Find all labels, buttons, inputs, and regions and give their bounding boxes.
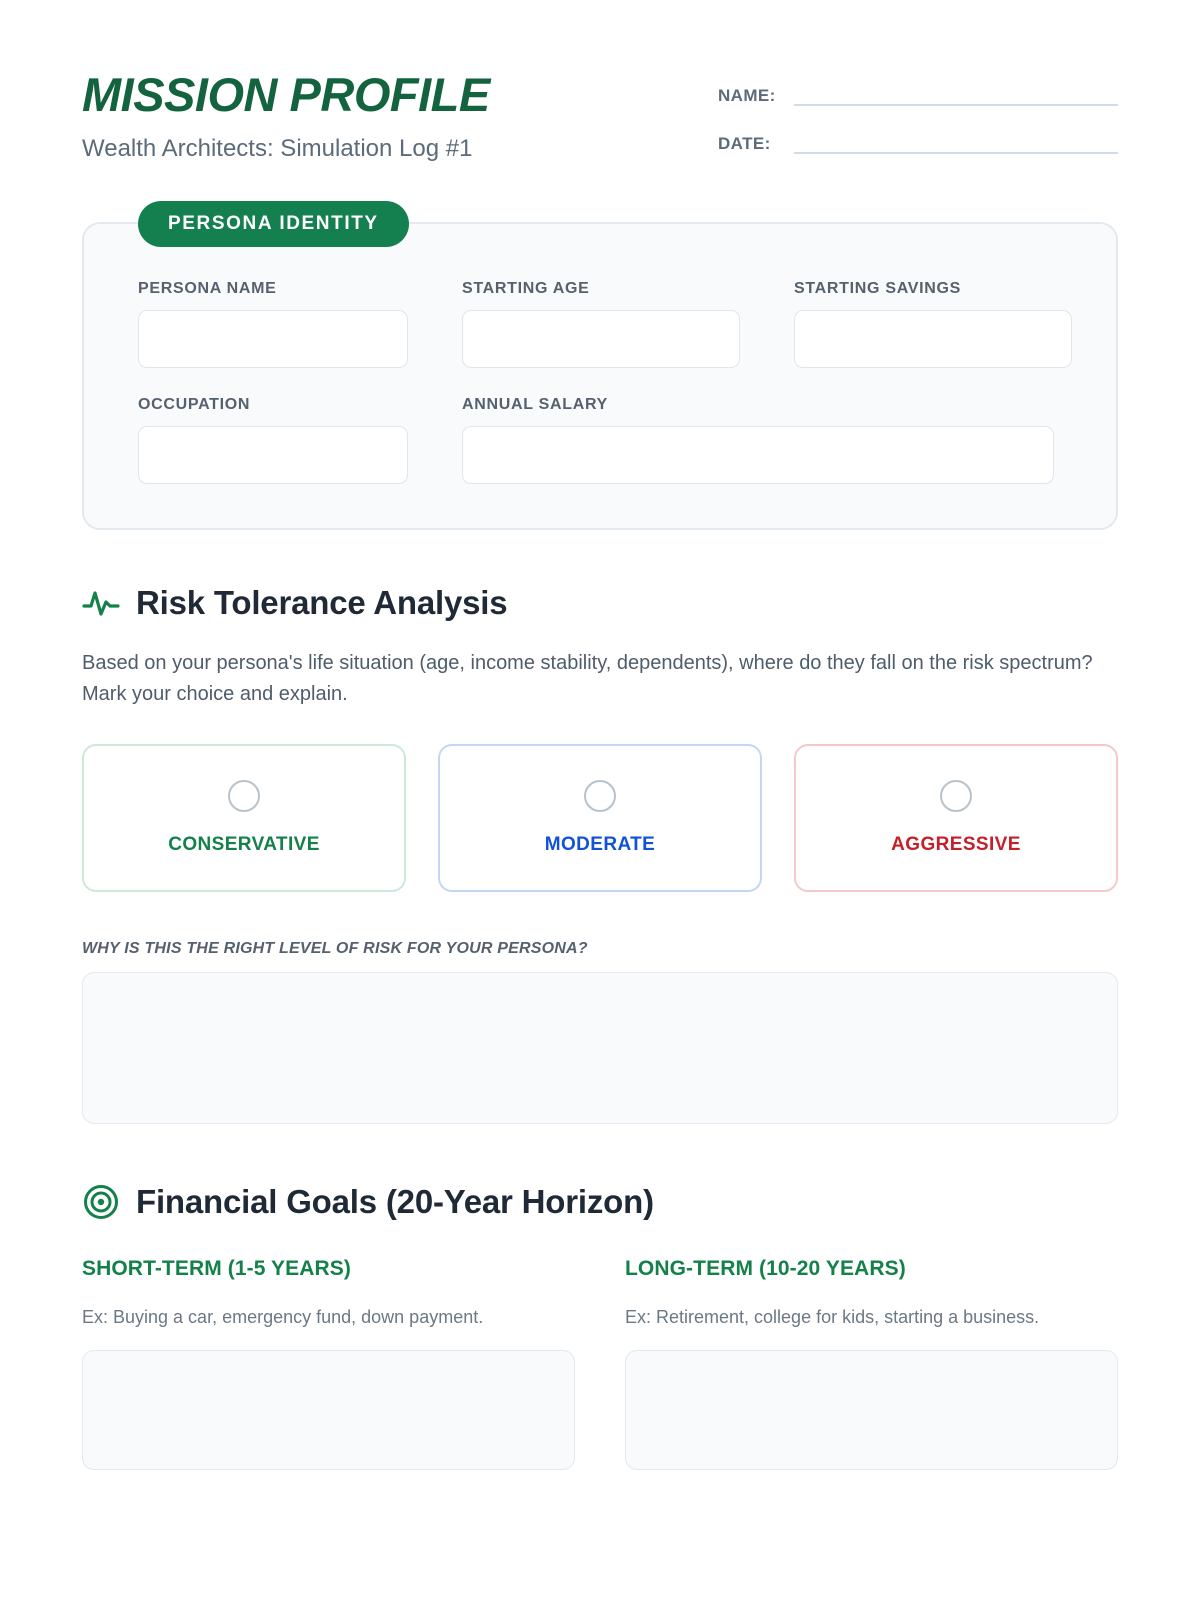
risk-why-label: WHY IS THIS THE RIGHT LEVEL OF RISK FOR YOUR PERSONA? — [82, 940, 588, 957]
persona-field-row-1 — [138, 280, 1062, 368]
name-row — [718, 86, 1118, 106]
field-label-occupation: OCCUPATION — [138, 396, 251, 413]
field-label-starting-age: STARTING AGE — [462, 280, 590, 297]
date-label: DATE: — [718, 134, 771, 153]
annual-salary-input[interactable] — [462, 426, 1054, 484]
field-starting-age — [462, 280, 740, 368]
goal-column-short-term — [82, 1257, 575, 1475]
risk-option-aggressive[interactable] — [794, 744, 1118, 892]
page-subtitle: Wealth Architects: Simulation Log #1 — [82, 135, 473, 163]
goal-column-long-term — [625, 1257, 1118, 1475]
risk-section-title: Risk Tolerance Analysis — [136, 584, 508, 621]
goal-example-long-term: Ex: Retirement, college for kids, starting a business. — [625, 1307, 1040, 1327]
risk-option-label-moderate: MODERATE — [544, 834, 656, 855]
pulse-icon — [82, 584, 120, 622]
field-label-persona-name: PERSONA NAME — [138, 280, 277, 297]
meta-block — [718, 70, 1118, 182]
radio-icon-moderate[interactable] — [584, 780, 616, 812]
persona-name-input[interactable] — [138, 310, 408, 368]
name-label: NAME: — [718, 86, 776, 105]
risk-why-textarea[interactable] — [82, 972, 1118, 1124]
goal-textarea-long-term[interactable] — [625, 1350, 1118, 1470]
goal-textarea-short-term[interactable] — [82, 1350, 575, 1470]
persona-identity-card — [82, 213, 1118, 530]
page-header — [82, 0, 1118, 182]
goal-title-long-term: LONG-TERM (10-20 YEARS) — [625, 1257, 906, 1280]
starting-age-input[interactable] — [462, 310, 740, 368]
field-annual-salary — [462, 396, 1054, 484]
goals-columns — [82, 1257, 1118, 1475]
radio-icon-aggressive[interactable] — [940, 780, 972, 812]
goal-example-short-term: Ex: Buying a car, emergency fund, down payment. — [82, 1307, 484, 1327]
title-block — [82, 70, 642, 163]
starting-savings-input[interactable] — [794, 310, 1072, 368]
risk-option-moderate[interactable] — [438, 744, 762, 892]
field-label-starting-savings: STARTING SAVINGS — [794, 280, 962, 297]
page-title: MISSION PROFILE — [82, 68, 490, 121]
risk-options — [82, 744, 1118, 892]
persona-field-row-2 — [138, 396, 1062, 484]
risk-section-header — [82, 584, 1118, 622]
risk-option-conservative[interactable] — [82, 744, 406, 892]
risk-option-label-conservative: CONSERVATIVE — [168, 834, 320, 855]
field-starting-savings — [794, 280, 1072, 368]
risk-section-description: Based on your persona's life situation (age, income stability, dependents), where do they fall on the risk spectrum? Mark your choice and explain. — [82, 652, 1093, 705]
field-label-annual-salary: ANNUAL SALARY — [462, 396, 608, 413]
name-write-line[interactable] — [794, 86, 1118, 106]
occupation-input[interactable] — [138, 426, 408, 484]
radio-icon-conservative[interactable] — [228, 780, 260, 812]
persona-identity-chip: PERSONA IDENTITY — [138, 201, 409, 247]
risk-option-label-aggressive: AGGRESSIVE — [891, 834, 1021, 855]
goals-section-title: Financial Goals (20-Year Horizon) — [136, 1183, 654, 1220]
target-icon — [82, 1183, 120, 1221]
date-row — [718, 134, 1118, 154]
goal-title-short-term: SHORT-TERM (1-5 YEARS) — [82, 1257, 352, 1280]
field-occupation — [138, 396, 408, 484]
goals-section-header — [82, 1183, 1118, 1221]
date-write-line[interactable] — [794, 134, 1118, 154]
field-persona-name — [138, 280, 408, 368]
